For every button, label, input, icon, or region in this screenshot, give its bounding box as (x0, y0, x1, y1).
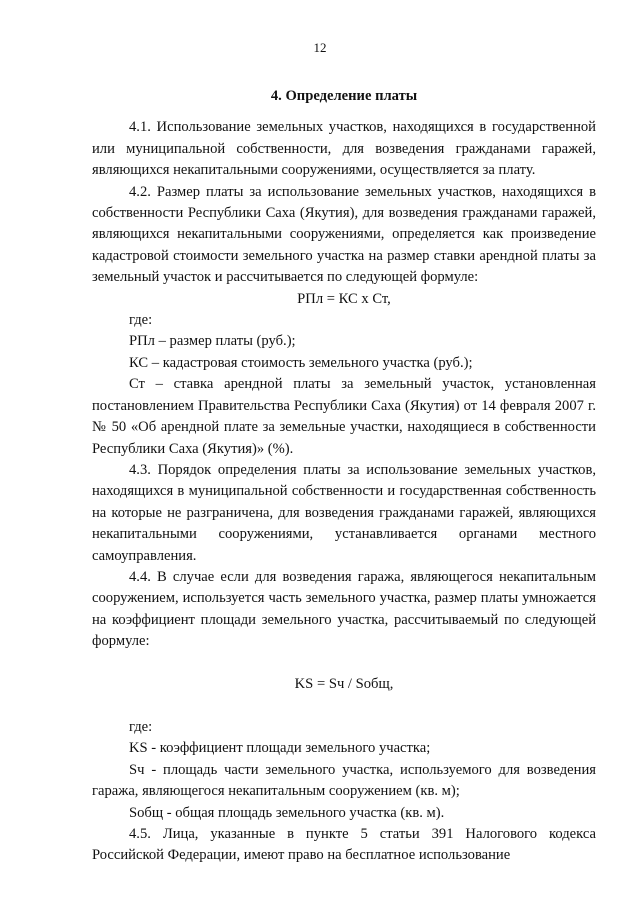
paragraph-4-2: 4.2. Размер платы за использование земельных участков, находящихся в собственности Республики Саха (Якутия), для возведения гражданами гаражей, являющихся некапитальными сооружениями, определяется как произведение кадастровой стоимости земельного участка на размер ставки арендной платы за земельный участок и рассчитывается по следующей формуле: (92, 183, 596, 286)
definition-sch: Sч - площадь части земельного участка, используемого для возведения гаража, являющегося некапитальным сооружением (кв. м); (92, 761, 596, 800)
where-label-2: где: (129, 718, 153, 735)
definition-rpl: РПл – размер платы (руб.); (129, 333, 296, 350)
section-heading: 4. Определение платы (270, 88, 418, 104)
paragraph-4-5: 4.5. Лица, указанные в пункте 5 статьи 391 Налогового кодекса Российской Федерации, имеют право на бесплатное использование (92, 826, 596, 864)
page-number: 12 (313, 40, 327, 55)
formula-payment: РПл = КС x Ст, (297, 290, 391, 307)
definition-st: Ст – ставка арендной платы за земельный участок, установленная постановлением Правительства Республики Саха (Якутия) от 14 февраля 2007 г. № 50 «Об арендной плате за земельные участки, находящиеся в собственности Республики Саха (Якутия)» (%). (92, 376, 596, 457)
paragraph-4-1: 4.1. Использование земельных участков, находящихся в государственной или муниципальной собственности, для возведения гражданами гаражей, являющихся некапитальными сооружениями, осуществляется за плату. (92, 119, 596, 179)
definition-kS: KS - коэффициент площади земельного участка; (129, 740, 431, 757)
formula-area-coefficient: KS = Sч / Sобщ, (294, 675, 394, 692)
where-label-1: где: (129, 312, 153, 329)
paragraph-4-3: 4.3. Порядок определения платы за использование земельных участков, находящихся в муниципальной собственности и государственная собственность на которые не разграничена, для возведения гражданами гаражей, являющихся некапитальными сооружениями, устанавливается органами местного самоуправления. (92, 461, 596, 564)
paragraph-4-4: 4.4. В случае если для возведения гаража, являющегося некапитальным сооружением, используется часть земельного участка, размер платы умножается на коэффициент площади земельного участка, рассчитываемый по следующей формуле: (92, 568, 596, 650)
definition-sobsh: Sобщ - общая площадь земельного участка (кв. м). (129, 804, 445, 821)
definition-ks: КС – кадастровая стоимость земельного участка (руб.); (129, 354, 473, 371)
document-body (92, 86, 596, 867)
